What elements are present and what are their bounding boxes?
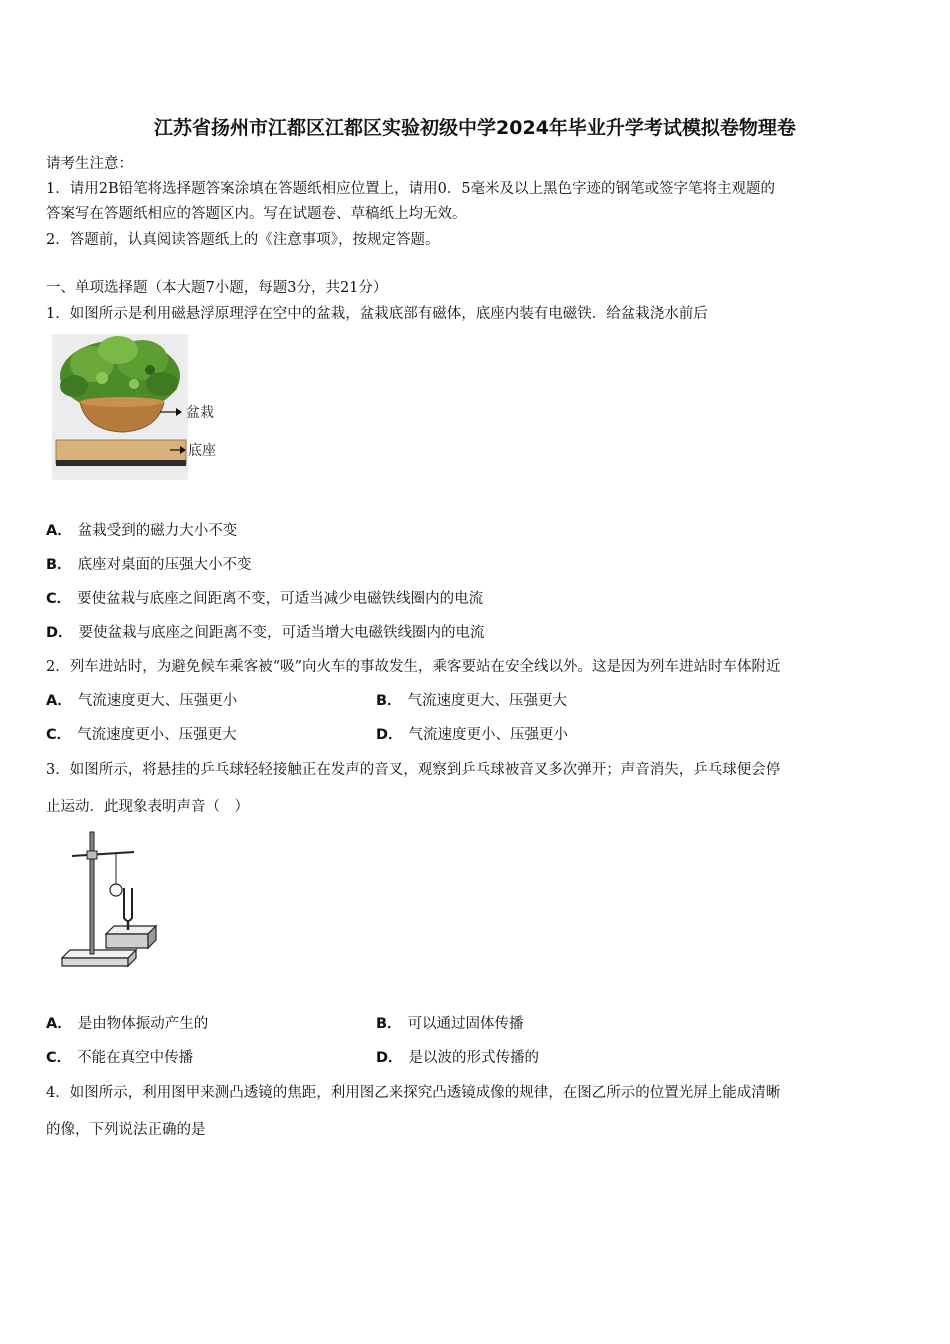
notice-item-2: 2．答题前，认真阅读答题纸上的《注意事项》，按规定答题。: [46, 232, 440, 248]
option-label: C．: [46, 727, 72, 743]
notice-heading: 请考生注意：: [46, 156, 133, 172]
option-text: 不能在真空中传播: [77, 1050, 194, 1066]
pot-label: 盆栽: [186, 405, 214, 421]
section-heading: 一、单项选择题（本大题7小题，每题3分，共21分）: [46, 280, 388, 296]
option-text: 可以通过固体传播: [407, 1016, 524, 1032]
option-label: B．: [376, 1016, 402, 1032]
stand-clamp: [87, 851, 97, 859]
option-label: D．: [376, 727, 403, 743]
option-label: B．: [376, 693, 402, 709]
option-text: 是由物体振动产生的: [77, 1016, 209, 1032]
question-2-stem: 2．列车进站时，为避免候车乘客被“吸”向火车的事故发生，乘客要站在安全线以外。这是因为列车进站时车体附近: [46, 659, 781, 675]
question-1-stem: 1．如图所示是利用磁悬浮原理浮在空中的盆栽，盆栽底部有磁体，底座内装有电磁铁．给盆栽浇水前后: [46, 306, 708, 322]
question-3-stem-line-1: 3．如图所示，将悬挂的乒乓球轻轻接触正在发声的音叉，观察到乒乓球被音叉多次弹开；声音消失，乒乓球便会停: [46, 762, 781, 778]
question-1-option-a: [46, 519, 237, 540]
question-2-option-a: [46, 689, 237, 710]
option-label: A．: [46, 523, 72, 539]
option-text: 气流速度更大、压强更小: [77, 693, 238, 709]
question-3-stem-line-2: 止运动．此现象表明声音（ ）: [46, 799, 249, 815]
option-label: D．: [376, 1050, 403, 1066]
question-3-option-b: [376, 1012, 524, 1033]
question-3-option-d: [376, 1046, 539, 1067]
option-text: 气流速度更大、压强更大: [407, 693, 568, 709]
figure-maglev-planter: [52, 334, 230, 480]
stand-base-top: [62, 950, 136, 958]
question-2-option-d: [376, 723, 568, 744]
stand-arm: [72, 852, 134, 856]
tuning-fork-prongs: [124, 888, 132, 921]
question-2-option-c: [46, 723, 237, 744]
page-title: 江苏省扬州市江都区江都区实验初级中学2024年毕业升学考试模拟卷物理卷: [154, 117, 796, 139]
question-1-option-b: [46, 553, 252, 574]
option-text: 要使盆栽与底座之间距离不变，可适当减少电磁铁线圈内的电流: [77, 591, 484, 607]
question-1-option-c: [46, 587, 483, 608]
option-label: D．: [46, 625, 73, 641]
option-text: 盆栽受到的磁力大小不变: [77, 523, 238, 539]
ping-pong-ball: [110, 884, 122, 896]
stand-base-front: [62, 958, 128, 966]
question-3-option-a: [46, 1012, 208, 1033]
question-4-stem-line-2: 的像，下列说法正确的是: [46, 1122, 206, 1138]
option-text: 气流速度更小、压强更大: [77, 727, 237, 743]
option-text: 要使盆栽与底座之间距离不变，可适当增大电磁铁线圈内的电流: [78, 625, 485, 641]
option-label: B．: [46, 557, 72, 573]
question-4-stem-line-1: 4．如图所示，利用图甲来测凸透镜的焦距，利用图乙来探究凸透镜成像的规律，在图乙所示的位置光屏上能成清晰: [46, 1085, 781, 1101]
option-text: 底座对桌面的压强大小不变: [77, 557, 252, 573]
notice-item-1-line-1: 1．请用2B铅笔将选择题答案涂填在答题纸相应位置上，请用0．5毫米及以上黑色字迹的钢笔或签字笔将主观题的: [46, 181, 776, 197]
option-label: A．: [46, 693, 72, 709]
option-text: 是以波的形式传播的: [408, 1050, 540, 1066]
stand-rod: [90, 832, 94, 954]
planter-rim: [80, 397, 164, 407]
base-label: 底座: [188, 443, 216, 459]
question-1-option-d: [46, 621, 485, 642]
option-text: 气流速度更小、压强更小: [408, 727, 569, 743]
figure-tuning-fork-apparatus: [58, 826, 162, 976]
notice-item-1-line-2: 答案写在答题纸相应的答题区内。写在试题卷、草稿纸上均无效。: [46, 206, 467, 222]
resonance-box-front: [106, 934, 148, 948]
option-label: C．: [46, 591, 72, 607]
base-bottom-strip: [56, 460, 186, 466]
option-label: C．: [46, 1050, 72, 1066]
question-2-option-b: [376, 689, 567, 710]
option-label: A．: [46, 1016, 72, 1032]
question-3-option-c: [46, 1046, 193, 1067]
